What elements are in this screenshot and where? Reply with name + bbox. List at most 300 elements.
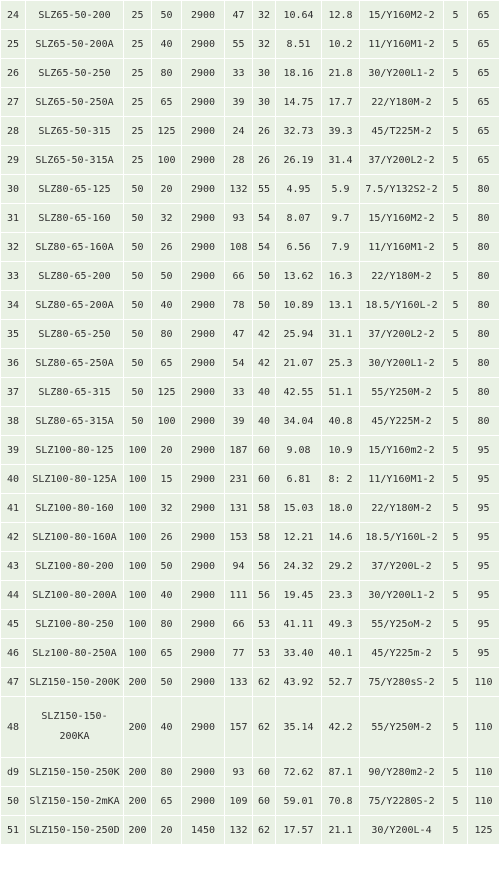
- cell-c5: 40: [253, 407, 276, 436]
- cell-c5: 42: [253, 320, 276, 349]
- cell-c6: 14.75: [276, 88, 322, 117]
- cell-c2: 32: [152, 494, 182, 523]
- cell-c1: 50: [124, 407, 152, 436]
- cell-c3: 2900: [182, 291, 225, 320]
- cell-no: 38: [1, 407, 26, 436]
- cell-c4: 187: [225, 436, 253, 465]
- cell-c3: 2900: [182, 639, 225, 668]
- cell-c6: 19.45: [276, 581, 322, 610]
- table-row: [1, 1, 500, 30]
- cell-c4: 133: [225, 668, 253, 697]
- cell-c3: 2900: [182, 262, 225, 291]
- cell-c4: 54: [225, 349, 253, 378]
- cell-motor: 22/Y180M-2: [360, 494, 444, 523]
- cell-model: SLZ150-150-200K: [26, 668, 124, 697]
- cell-c4: 78: [225, 291, 253, 320]
- cell-c10: 95: [468, 436, 500, 465]
- cell-no: 39: [1, 436, 26, 465]
- cell-c10: 125: [468, 816, 500, 845]
- cell-c4: 24: [225, 117, 253, 146]
- cell-motor: 37/Y200L2-2: [360, 146, 444, 175]
- cell-c6: 41.11: [276, 610, 322, 639]
- cell-c10: 65: [468, 1, 500, 30]
- cell-c3: 2900: [182, 787, 225, 816]
- cell-c1: 100: [124, 436, 152, 465]
- table-row: [1, 59, 500, 88]
- cell-c5: 58: [253, 494, 276, 523]
- cell-c7: 40.1: [322, 639, 360, 668]
- cell-c1: 50: [124, 204, 152, 233]
- cell-motor: 7.5/Y132S2-2: [360, 175, 444, 204]
- cell-c10: 95: [468, 552, 500, 581]
- cell-c6: 10.89: [276, 291, 322, 320]
- cell-c10: 95: [468, 610, 500, 639]
- cell-c3: 2900: [182, 30, 225, 59]
- cell-c6: 6.56: [276, 233, 322, 262]
- cell-model: SLZ65-50-250: [26, 59, 124, 88]
- cell-c4: 93: [225, 758, 253, 787]
- cell-c2: 40: [152, 697, 182, 758]
- cell-model: SLZ65-50-315A: [26, 146, 124, 175]
- cell-c10: 80: [468, 378, 500, 407]
- cell-c2: 65: [152, 639, 182, 668]
- cell-no: 47: [1, 668, 26, 697]
- cell-c2: 50: [152, 262, 182, 291]
- cell-c4: 33: [225, 378, 253, 407]
- cell-motor: 55/Y250M-2: [360, 378, 444, 407]
- cell-model: SLZ150-150-200KA: [26, 697, 124, 758]
- cell-c6: 18.16: [276, 59, 322, 88]
- cell-c6: 6.81: [276, 465, 322, 494]
- table-row: [1, 117, 500, 146]
- cell-c1: 25: [124, 117, 152, 146]
- cell-c5: 60: [253, 787, 276, 816]
- cell-c1: 50: [124, 233, 152, 262]
- cell-c5: 40: [253, 378, 276, 407]
- cell-motor: 30/Y200L-4: [360, 816, 444, 845]
- cell-no: 50: [1, 787, 26, 816]
- cell-c3: 2900: [182, 320, 225, 349]
- cell-model: SLZ150-150-250K: [26, 758, 124, 787]
- cell-c3: 2900: [182, 494, 225, 523]
- cell-model: SLZ100-80-200: [26, 552, 124, 581]
- cell-c7: 52.7: [322, 668, 360, 697]
- cell-model: SLZ100-80-160A: [26, 523, 124, 552]
- cell-c5: 26: [253, 146, 276, 175]
- cell-motor: 15/Y160m2-2: [360, 436, 444, 465]
- cell-c10: 95: [468, 494, 500, 523]
- cell-model: SLZ100-80-125: [26, 436, 124, 465]
- cell-c7: 23.3: [322, 581, 360, 610]
- cell-c6: 10.64: [276, 1, 322, 30]
- table-row: [1, 465, 500, 494]
- cell-c3: 2900: [182, 465, 225, 494]
- cell-c4: 47: [225, 1, 253, 30]
- cell-model: SLZ150-150-250D: [26, 816, 124, 845]
- cell-c1: 200: [124, 668, 152, 697]
- cell-c6: 12.21: [276, 523, 322, 552]
- cell-c6: 8.51: [276, 30, 322, 59]
- cell-c1: 25: [124, 1, 152, 30]
- cell-no: 30: [1, 175, 26, 204]
- cell-c10: 65: [468, 59, 500, 88]
- cell-c1: 100: [124, 494, 152, 523]
- table-row: [1, 436, 500, 465]
- cell-model: SLZ100-80-160: [26, 494, 124, 523]
- cell-model: SLZ80-65-125: [26, 175, 124, 204]
- cell-c6: 35.14: [276, 697, 322, 758]
- cell-c9: 5: [444, 787, 468, 816]
- cell-c4: 132: [225, 816, 253, 845]
- cell-c9: 5: [444, 291, 468, 320]
- cell-c10: 110: [468, 787, 500, 816]
- cell-c10: 80: [468, 407, 500, 436]
- cell-c3: 1450: [182, 816, 225, 845]
- cell-c10: 110: [468, 697, 500, 758]
- cell-c7: 10.2: [322, 30, 360, 59]
- cell-c6: 24.32: [276, 552, 322, 581]
- cell-no: 42: [1, 523, 26, 552]
- cell-motor: 37/Y200L2-2: [360, 320, 444, 349]
- cell-motor: 30/Y200L1-2: [360, 59, 444, 88]
- cell-c3: 2900: [182, 117, 225, 146]
- cell-c9: 5: [444, 816, 468, 845]
- cell-c3: 2900: [182, 1, 225, 30]
- cell-c4: 111: [225, 581, 253, 610]
- cell-c1: 50: [124, 320, 152, 349]
- cell-c3: 2900: [182, 610, 225, 639]
- cell-c9: 5: [444, 175, 468, 204]
- cell-c2: 20: [152, 175, 182, 204]
- cell-no: 33: [1, 262, 26, 291]
- cell-no: 48: [1, 697, 26, 758]
- cell-c4: 157: [225, 697, 253, 758]
- cell-c10: 80: [468, 204, 500, 233]
- table-row: [1, 787, 500, 816]
- cell-c4: 66: [225, 262, 253, 291]
- cell-c9: 5: [444, 233, 468, 262]
- cell-c7: 21.8: [322, 59, 360, 88]
- cell-c3: 2900: [182, 523, 225, 552]
- cell-c4: 153: [225, 523, 253, 552]
- cell-c4: 47: [225, 320, 253, 349]
- cell-c2: 26: [152, 523, 182, 552]
- cell-no: 51: [1, 816, 26, 845]
- cell-c6: 34.04: [276, 407, 322, 436]
- cell-c6: 15.03: [276, 494, 322, 523]
- cell-c7: 40.8: [322, 407, 360, 436]
- cell-c3: 2900: [182, 175, 225, 204]
- cell-c1: 100: [124, 465, 152, 494]
- cell-c2: 15: [152, 465, 182, 494]
- table-row: [1, 146, 500, 175]
- table-row: [1, 233, 500, 262]
- cell-c6: 59.01: [276, 787, 322, 816]
- cell-c5: 62: [253, 816, 276, 845]
- cell-no: 27: [1, 88, 26, 117]
- cell-c10: 80: [468, 262, 500, 291]
- cell-c2: 65: [152, 349, 182, 378]
- cell-c9: 5: [444, 30, 468, 59]
- cell-c6: 13.62: [276, 262, 322, 291]
- cell-no: 31: [1, 204, 26, 233]
- table-body: [1, 1, 500, 845]
- cell-c7: 14.6: [322, 523, 360, 552]
- cell-motor: 11/Y160M1-2: [360, 30, 444, 59]
- cell-c10: 65: [468, 88, 500, 117]
- cell-c5: 56: [253, 552, 276, 581]
- cell-c9: 5: [444, 204, 468, 233]
- table-row: [1, 610, 500, 639]
- cell-c4: 108: [225, 233, 253, 262]
- cell-c5: 56: [253, 581, 276, 610]
- cell-c1: 50: [124, 349, 152, 378]
- cell-c9: 5: [444, 262, 468, 291]
- cell-c10: 80: [468, 320, 500, 349]
- cell-c7: 31.4: [322, 146, 360, 175]
- cell-c2: 50: [152, 1, 182, 30]
- cell-c10: 95: [468, 581, 500, 610]
- cell-c9: 5: [444, 639, 468, 668]
- table-row: [1, 581, 500, 610]
- cell-c7: 18.0: [322, 494, 360, 523]
- cell-c9: 5: [444, 552, 468, 581]
- cell-motor: 30/Y200L1-2: [360, 581, 444, 610]
- cell-motor: 30/Y200L1-2: [360, 349, 444, 378]
- cell-c2: 100: [152, 407, 182, 436]
- cell-model: SLZ80-65-160: [26, 204, 124, 233]
- cell-c10: 110: [468, 758, 500, 787]
- cell-c4: 39: [225, 88, 253, 117]
- cell-c9: 5: [444, 697, 468, 758]
- cell-c10: 80: [468, 233, 500, 262]
- cell-c5: 32: [253, 1, 276, 30]
- cell-c6: 21.07: [276, 349, 322, 378]
- cell-c6: 72.62: [276, 758, 322, 787]
- table-row: [1, 758, 500, 787]
- cell-c1: 100: [124, 581, 152, 610]
- cell-c6: 33.40: [276, 639, 322, 668]
- cell-no: 29: [1, 146, 26, 175]
- cell-c1: 200: [124, 816, 152, 845]
- cell-c1: 25: [124, 30, 152, 59]
- table-row: [1, 204, 500, 233]
- cell-c2: 80: [152, 758, 182, 787]
- cell-c5: 60: [253, 465, 276, 494]
- cell-c3: 2900: [182, 668, 225, 697]
- cell-c5: 32: [253, 30, 276, 59]
- cell-c4: 109: [225, 787, 253, 816]
- cell-c5: 55: [253, 175, 276, 204]
- cell-c9: 5: [444, 88, 468, 117]
- cell-c6: 26.19: [276, 146, 322, 175]
- cell-c4: 55: [225, 30, 253, 59]
- cell-c5: 60: [253, 758, 276, 787]
- cell-model: SLZ100-80-200A: [26, 581, 124, 610]
- cell-c1: 200: [124, 758, 152, 787]
- cell-c7: 87.1: [322, 758, 360, 787]
- cell-motor: 22/Y180M-2: [360, 88, 444, 117]
- table-row: [1, 88, 500, 117]
- cell-motor: 11/Y160M1-2: [360, 465, 444, 494]
- cell-c5: 30: [253, 59, 276, 88]
- cell-c6: 17.57: [276, 816, 322, 845]
- cell-no: 36: [1, 349, 26, 378]
- cell-c7: 29.2: [322, 552, 360, 581]
- cell-model: SLz100-80-250A: [26, 639, 124, 668]
- cell-c5: 54: [253, 204, 276, 233]
- cell-c7: 42.2: [322, 697, 360, 758]
- cell-motor: 55/Y25oM-2: [360, 610, 444, 639]
- cell-c3: 2900: [182, 378, 225, 407]
- cell-c9: 5: [444, 581, 468, 610]
- cell-c2: 65: [152, 88, 182, 117]
- cell-no: 41: [1, 494, 26, 523]
- cell-c7: 17.7: [322, 88, 360, 117]
- cell-model: SLZ80-65-200A: [26, 291, 124, 320]
- table-row: [1, 378, 500, 407]
- cell-c2: 125: [152, 378, 182, 407]
- cell-c2: 40: [152, 581, 182, 610]
- cell-no: 37: [1, 378, 26, 407]
- cell-c7: 10.9: [322, 436, 360, 465]
- cell-c3: 2900: [182, 204, 225, 233]
- cell-c10: 65: [468, 117, 500, 146]
- cell-c1: 50: [124, 378, 152, 407]
- cell-c1: 50: [124, 175, 152, 204]
- cell-c5: 58: [253, 523, 276, 552]
- cell-model: SLZ65-50-200: [26, 1, 124, 30]
- cell-c4: 94: [225, 552, 253, 581]
- cell-c5: 54: [253, 233, 276, 262]
- cell-c3: 2900: [182, 697, 225, 758]
- cell-c3: 2900: [182, 59, 225, 88]
- table-row: [1, 407, 500, 436]
- cell-c7: 70.8: [322, 787, 360, 816]
- cell-c2: 80: [152, 610, 182, 639]
- cell-c3: 2900: [182, 581, 225, 610]
- cell-c9: 5: [444, 610, 468, 639]
- cell-c2: 80: [152, 59, 182, 88]
- table-row: [1, 816, 500, 845]
- cell-motor: 15/Y160M2-2: [360, 204, 444, 233]
- cell-c9: 5: [444, 59, 468, 88]
- cell-c4: 132: [225, 175, 253, 204]
- cell-c4: 231: [225, 465, 253, 494]
- table-row: [1, 175, 500, 204]
- cell-no: 45: [1, 610, 26, 639]
- cell-no: 26: [1, 59, 26, 88]
- cell-no: 40: [1, 465, 26, 494]
- cell-motor: 45/T225M-2: [360, 117, 444, 146]
- cell-c2: 80: [152, 320, 182, 349]
- cell-motor: 75/Y2280S-2: [360, 787, 444, 816]
- cell-c5: 30: [253, 88, 276, 117]
- cell-c9: 5: [444, 378, 468, 407]
- cell-model: SLZ65-50-250A: [26, 88, 124, 117]
- cell-c7: 21.1: [322, 816, 360, 845]
- cell-c4: 77: [225, 639, 253, 668]
- cell-no: 24: [1, 1, 26, 30]
- cell-no: 44: [1, 581, 26, 610]
- cell-c3: 2900: [182, 407, 225, 436]
- cell-c7: 31.1: [322, 320, 360, 349]
- table-row: [1, 349, 500, 378]
- cell-model: SLZ80-65-315: [26, 378, 124, 407]
- cell-c10: 80: [468, 175, 500, 204]
- cell-no: 35: [1, 320, 26, 349]
- cell-c10: 110: [468, 668, 500, 697]
- cell-c2: 125: [152, 117, 182, 146]
- cell-c1: 50: [124, 291, 152, 320]
- cell-model: SLZ100-80-125A: [26, 465, 124, 494]
- cell-c2: 20: [152, 436, 182, 465]
- cell-c7: 25.3: [322, 349, 360, 378]
- cell-c1: 100: [124, 523, 152, 552]
- cell-c3: 2900: [182, 233, 225, 262]
- cell-c2: 50: [152, 552, 182, 581]
- cell-c4: 39: [225, 407, 253, 436]
- cell-c5: 60: [253, 436, 276, 465]
- cell-no: d9: [1, 758, 26, 787]
- table-row: [1, 291, 500, 320]
- cell-c5: 62: [253, 668, 276, 697]
- cell-motor: 55/Y250M-2: [360, 697, 444, 758]
- cell-c10: 65: [468, 146, 500, 175]
- cell-c4: 131: [225, 494, 253, 523]
- cell-no: 32: [1, 233, 26, 262]
- cell-c6: 32.73: [276, 117, 322, 146]
- cell-c3: 2900: [182, 88, 225, 117]
- cell-c10: 80: [468, 349, 500, 378]
- cell-c5: 50: [253, 262, 276, 291]
- cell-c10: 95: [468, 639, 500, 668]
- cell-motor: 18.5/Y160L-2: [360, 291, 444, 320]
- cell-c9: 5: [444, 494, 468, 523]
- cell-model: SLZ65-50-200A: [26, 30, 124, 59]
- cell-c4: 33: [225, 59, 253, 88]
- cell-c2: 100: [152, 146, 182, 175]
- cell-c9: 5: [444, 758, 468, 787]
- cell-c1: 100: [124, 639, 152, 668]
- cell-c10: 95: [468, 465, 500, 494]
- cell-no: 28: [1, 117, 26, 146]
- cell-c4: 66: [225, 610, 253, 639]
- cell-c7: 13.1: [322, 291, 360, 320]
- cell-c7: 49.3: [322, 610, 360, 639]
- cell-no: 46: [1, 639, 26, 668]
- cell-c5: 42: [253, 349, 276, 378]
- cell-c7: 8: 2: [322, 465, 360, 494]
- cell-c1: 100: [124, 610, 152, 639]
- cell-c1: 25: [124, 59, 152, 88]
- cell-c9: 5: [444, 668, 468, 697]
- cell-c9: 5: [444, 146, 468, 175]
- cell-c1: 50: [124, 262, 152, 291]
- cell-c9: 5: [444, 1, 468, 30]
- cell-c2: 26: [152, 233, 182, 262]
- cell-model: SLZ65-50-315: [26, 117, 124, 146]
- cell-model: SLZ80-65-200: [26, 262, 124, 291]
- cell-c3: 2900: [182, 758, 225, 787]
- cell-c1: 100: [124, 552, 152, 581]
- cell-motor: 90/Y280m2-2: [360, 758, 444, 787]
- cell-model: SlZ150-150-2mKA: [26, 787, 124, 816]
- cell-no: 34: [1, 291, 26, 320]
- cell-c5: 62: [253, 697, 276, 758]
- table-row: [1, 320, 500, 349]
- cell-c7: 39.3: [322, 117, 360, 146]
